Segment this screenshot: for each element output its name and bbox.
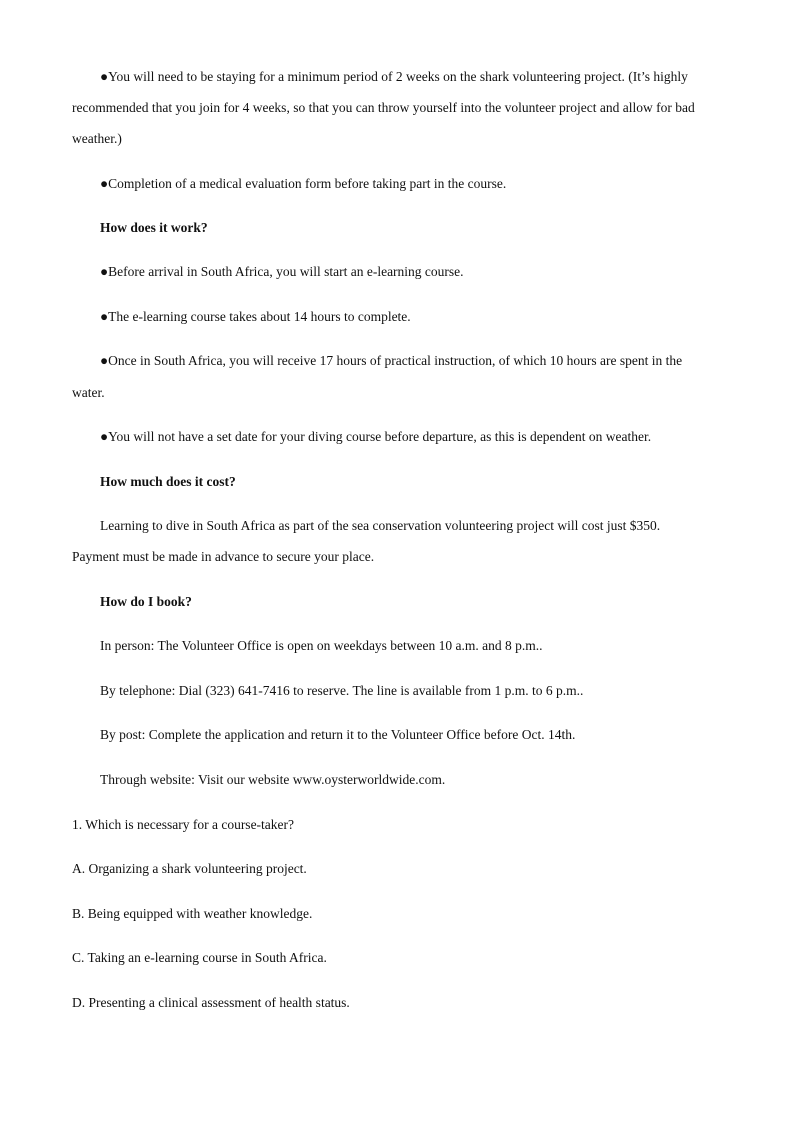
bullet-min-period-line1: ●You will need to be staying for a minimum period of 2 weeks on the shark volunteering project. (It’s highly [100, 69, 688, 84]
book-telephone: By telephone: Dial (323) 641-7416 to reserve. The line is available from 1 p.m. to 6 p.m.. [100, 683, 584, 698]
bullet-before-arrival: ●Before arrival in South Africa, you will start an e-learning course. [100, 264, 464, 279]
bullet-medical-form: ●Completion of a medical evaluation form before taking part in the course. [100, 176, 507, 191]
question-stem: 1. Which is necessary for a course-taker? [72, 817, 295, 832]
heading-how-much-cost: How much does it cost? [100, 474, 236, 489]
option-a: A. Organizing a shark volunteering project. [72, 861, 307, 876]
bullet-min-period-line2: recommended that you join for 4 weeks, so that you can throw yourself into the volunteer project and allow for bad [72, 100, 695, 115]
bullet-course-duration: ●The e-learning course takes about 14 hours to complete. [100, 309, 411, 324]
cost-line2: Payment must be made in advance to secure your place. [72, 549, 375, 564]
option-d: D. Presenting a clinical assessment of health status. [72, 995, 350, 1010]
option-b: B. Being equipped with weather knowledge. [72, 906, 313, 921]
heading-how-does-it-work: How does it work? [100, 220, 208, 235]
option-c: C. Taking an e-learning course in South Africa. [72, 950, 327, 965]
bullet-min-period-line3: weather.) [72, 131, 122, 146]
bullet-practical-instruction-line2: water. [72, 385, 105, 400]
bullet-practical-instruction-line1: ●Once in South Africa, you will receive 17 hours of practical instruction, of which 10 hours are spent in the [100, 353, 683, 368]
book-post: By post: Complete the application and return it to the Volunteer Office before Oct. 14th. [100, 727, 576, 742]
cost-line1: Learning to dive in South Africa as part of the sea conservation volunteering project will cost just $350. [100, 518, 661, 533]
book-in-person: In person: The Volunteer Office is open on weekdays between 10 a.m. and 8 p.m.. [100, 638, 543, 653]
bullet-no-set-date: ●You will not have a set date for your diving course before departure, as this is dependent on weather. [100, 429, 652, 444]
book-website: Through website: Visit our website www.oysterworldwide.com. [100, 772, 446, 787]
heading-how-do-i-book: How do I book? [100, 594, 192, 609]
